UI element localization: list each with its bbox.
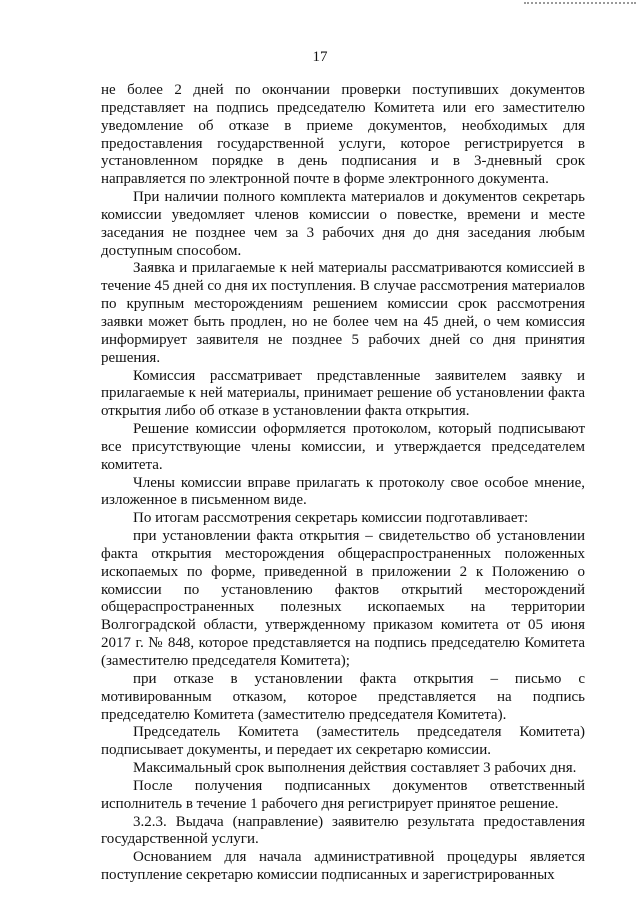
paragraph: при отказе в установлении факта открытия – письмо с мотивированным отказом, которое представляется на подпись председателю Комитета (заместителю председателя Комитета).: [101, 670, 585, 723]
paragraph: Комиссия рассматривает представленные заявителем заявку и прилагаемые к ней материалы, принимает решение об установлении факта открытия либо об отказе в установлении факта открытия.: [101, 367, 585, 420]
paragraph: Председатель Комитета (заместитель председателя Комитета) подписывает документы, и передает их секретарю комиссии.: [101, 724, 585, 759]
document-body: [101, 82, 585, 885]
paragraph: не более 2 дней по окончании проверки поступивших документов представляет на подпись председателю Комитета или его заместителю уведомление об отказе в приеме документов, необходимых для предоставления государственной услуги, которое регистрируется в установленном порядке в день подписания и в 3-дневный срок направляется по электронной почте в форме электронного документа.: [101, 82, 585, 188]
paragraph: Члены комиссии вправе прилагать к протоколу свое особое мнение, изложенное в письменном виде.: [101, 474, 585, 509]
paragraph: Основанием для начала административной процедуры является поступление секретарю комиссии подписанных и зарегистрированных: [101, 849, 585, 884]
paragraph: Решение комиссии оформляется протоколом, который подписывают все присутствующие члены комиссии, и утверждается председателем комитета.: [101, 421, 585, 473]
paragraph: По итогам рассмотрения секретарь комиссии подготавливает:: [133, 510, 529, 527]
paragraph: После получения подписанных документов ответственный исполнитель в течение 1 рабочего дня регистрирует принятое решение.: [101, 777, 585, 812]
page-number: 17: [312, 49, 328, 65]
paragraph: Заявка и прилагаемые к ней материалы рассматриваются комиссией в течение 45 дней со дня их поступления. В случае рассмотрения материалов по крупным месторождениям решением комиссии срок рассмотрения заявки может быть продлен, но не более чем на 45 дней, о чем комиссия информирует заявителя не позднее 5 рабочих дней со дня принятия решения.: [101, 260, 586, 366]
paragraph: при установлении факта открытия – свидетельство об установлении факта открытия месторождения общераспространенных положенных ископаемых по форме, приведенной в приложении 2 к Положению о комиссии по установлению фактов открытий месторождений общераспространенных полезных ископаемых на территории Волгоградской области, утвержденному приказом комитета от 05 июня 2017 г. № 848, которое представляется на подпись председателю Комитета (заместителю председателя Комитета);: [101, 528, 585, 669]
paragraph: При наличии полного комплекта материалов и документов секретарь комиссии уведомляет членов комиссии о повестке, времени и месте заседания не позднее чем за 3 рабочих дня до дня заседания любым доступным способом.: [101, 189, 585, 259]
top-edge-rule: [524, 2, 636, 4]
paragraph: Максимальный срок выполнения действия составляет 3 рабочих дня.: [133, 760, 577, 777]
paragraph: 3.2.3. Выдача (направление) заявителю результата предоставления государственной услуги.: [101, 813, 585, 848]
